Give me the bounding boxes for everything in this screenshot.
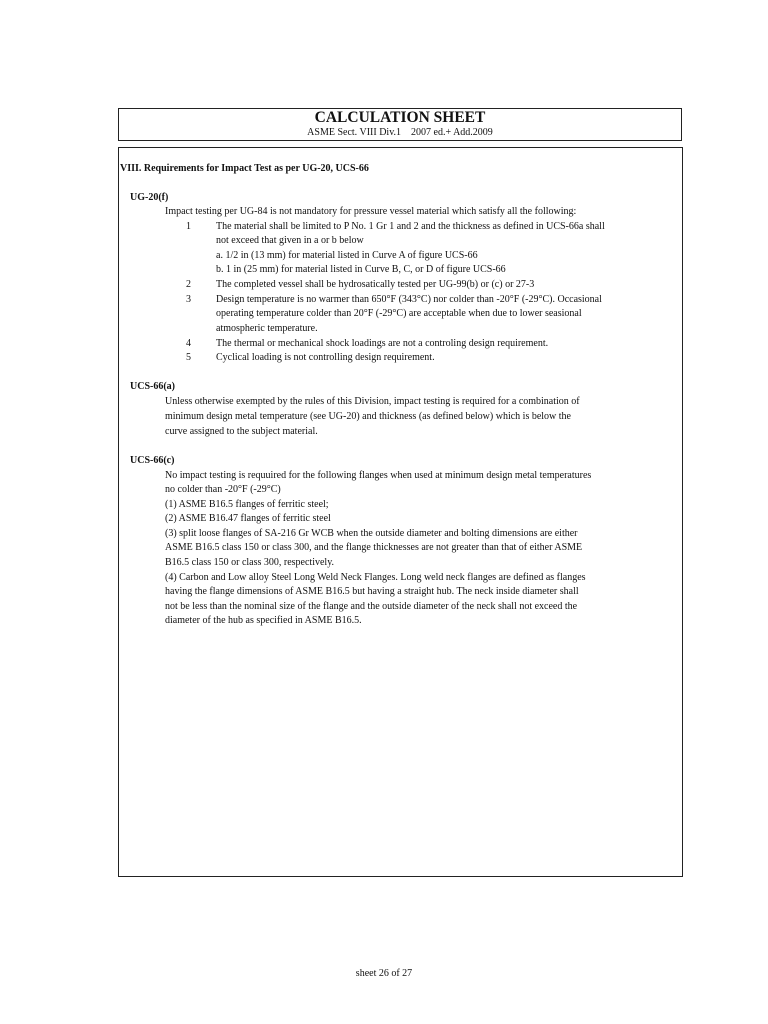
- ucs66a-heading: UCS-66(a): [130, 381, 175, 392]
- ucs66c-line: diameter of the hub as specified in ASME B16.5.: [165, 615, 362, 626]
- ucs66c-line: No impact testing is requuired for the following flanges when used at minimum design metal temperatures: [165, 470, 592, 481]
- item-number: 5: [186, 352, 191, 363]
- item-line: not exceed that given in a or b below: [216, 235, 364, 246]
- ucs66c-line: (1) ASME B16.5 flanges of ferritic steel;: [165, 499, 329, 510]
- ug20f-intro: Impact testing per UG-84 is not mandatory for pressure vessel material which satisfy all the following:: [165, 206, 577, 217]
- ucs66c-line: ASME B16.5 class 150 or class 300, and the flange thicknesses are not greater than that of either ASME: [165, 542, 583, 553]
- ucs66a-line: curve assigned to the subject material.: [165, 426, 318, 437]
- sheet-title: CALCULATION SHEET: [314, 109, 486, 126]
- sheet-subtitle: ASME Sect. VIII Div.1 2007 ed.+ Add.2009: [307, 127, 493, 138]
- ucs66c-line: not be less than the nominal size of the flange and the outside diameter of the neck shall not exceed the: [165, 601, 578, 612]
- ucs66c-line: (3) split loose flanges of SA-216 Gr WCB when the outside diameter and bolting dimensions are either: [165, 528, 578, 539]
- item-number: 4: [186, 338, 191, 349]
- item-line: The completed vessel shall be hydrosatically tested per UG-99(b) or (c) or 27-3: [216, 279, 535, 290]
- ucs66c-line: no colder than -20°F (-29°C): [165, 484, 281, 495]
- header-box: [118, 108, 682, 141]
- ucs66c-line: B16.5 class 150 or class 300, respectively.: [165, 557, 335, 568]
- ucs66a-line: Unless otherwise exempted by the rules of this Division, impact testing is required for a combination of: [165, 396, 580, 407]
- ucs66c-heading: UCS-66(c): [130, 455, 175, 466]
- item-line: Cyclical loading is not controlling design requirement.: [216, 352, 435, 363]
- item-line: atmospheric temperature.: [216, 323, 318, 334]
- item-line: The thermal or mechanical shock loadings are not a controling design requirement.: [216, 338, 549, 349]
- item-number: 2: [186, 279, 191, 290]
- ucs66a-line: minimum design metal temperature (see UG-20) and thickness (as defined below) which is below the: [165, 411, 571, 422]
- item-line: operating temperature colder than 20°F (-29°C) are acceptable when due to lower seasional: [216, 308, 582, 319]
- item-line: a. 1/2 in (13 mm) for material listed in Curve A of figure UCS-66: [216, 250, 478, 261]
- item-line: Design temperature is no warmer than 650°F (343°C) nor colder than -20°F (-29°C). Occasional: [216, 294, 602, 305]
- ucs66c-line: (2) ASME B16.47 flanges of ferritic steel: [165, 513, 331, 524]
- ucs66c-line: having the flange dimensions of ASME B16.5 but having a straight hub. The neck inside diameter shall: [165, 586, 579, 597]
- item-number: 1: [186, 221, 191, 232]
- ug20f-heading: UG-20(f): [130, 192, 169, 203]
- item-number: 3: [186, 294, 191, 305]
- item-line: b. 1 in (25 mm) for material listed in Curve B, C, or D of figure UCS-66: [216, 264, 506, 275]
- page-footer: sheet 26 of 27: [355, 968, 413, 979]
- item-line: The material shall be limited to P No. 1 Gr 1 and 2 and the thickness as defined in UCS-66a shall: [216, 221, 605, 232]
- ucs66c-line: (4) Carbon and Low alloy Steel Long Weld Neck Flanges. Long weld neck flanges are defined as flanges: [165, 572, 586, 583]
- section-heading: VIII. Requirements for Impact Test as per UG-20, UCS-66: [120, 163, 369, 174]
